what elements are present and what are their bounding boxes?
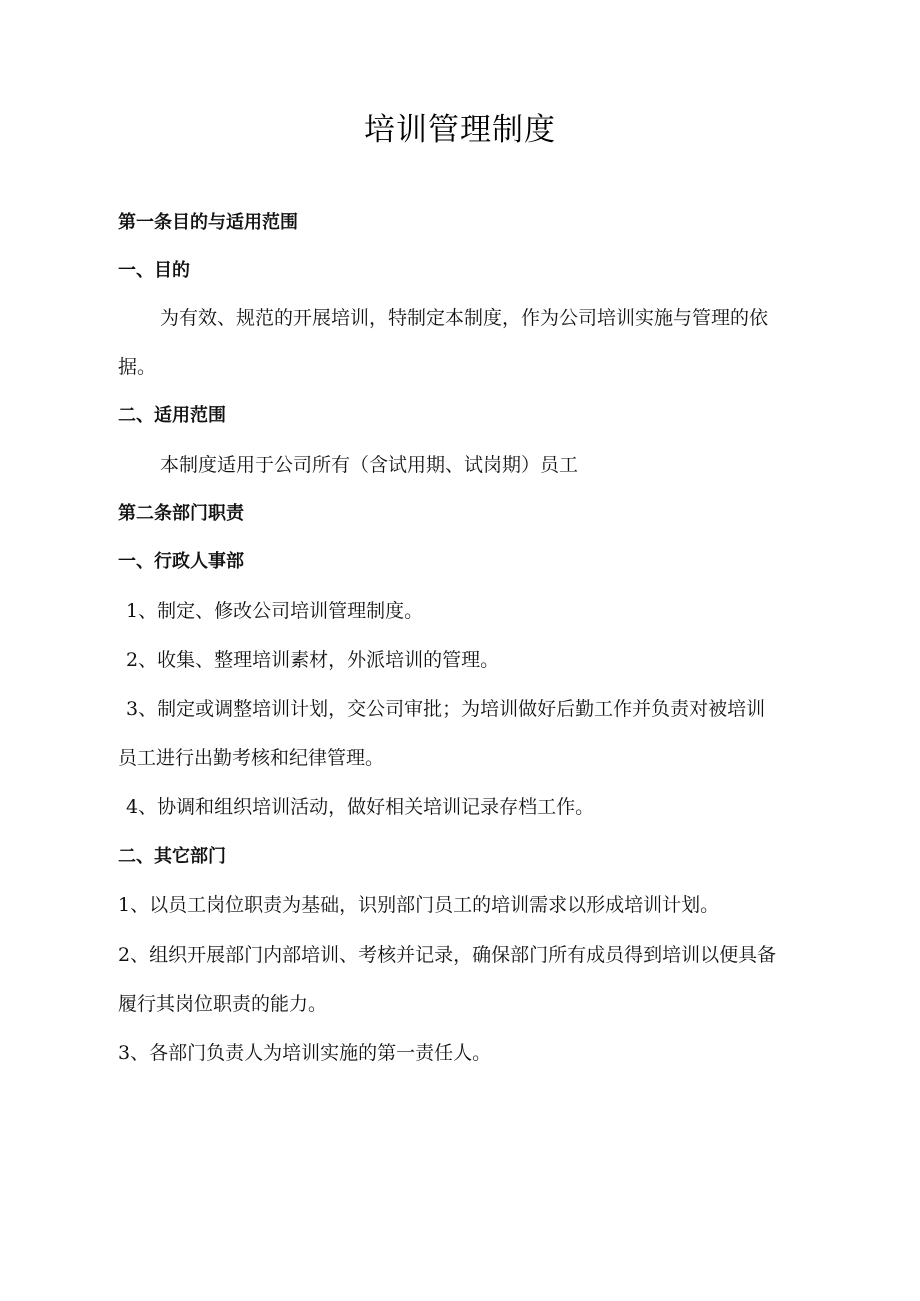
purpose-text-line2: 据。 <box>118 356 157 378</box>
admin-heading: 一、行政人事部 <box>118 551 244 572</box>
other-item: 2、组织开展部门内部培训、考核并记录，确保部门所有成员得到培训以便具备 <box>118 944 777 966</box>
other-item: 3、各部门负责人为培训实施的第一责任人。 <box>118 1042 492 1064</box>
document-title: 培训管理制度 <box>364 112 556 148</box>
scope-heading: 二、适用范围 <box>118 405 226 426</box>
admin-item: 3、制定或调整培训计划，交公司审批；为培训做好后勤工作并负责对被培训 <box>126 698 766 720</box>
admin-item: 2、收集、整理培训素材，外派培训的管理。 <box>126 649 500 671</box>
admin-item-continuation: 员工进行出勤考核和纪律管理。 <box>118 747 385 769</box>
other-heading: 二、其它部门 <box>118 846 226 867</box>
purpose-heading: 一、目的 <box>118 260 190 281</box>
purpose-text-line1: 为有效、规范的开展培训，特制定本制度，作为公司培训实施与管理的依 <box>160 307 769 329</box>
other-item: 1、以员工岗位职责为基础，识别部门员工的培训需求以形成培训计划。 <box>118 894 720 916</box>
other-item-continuation: 履行其岗位职责的能力。 <box>118 993 328 1015</box>
scope-text: 本制度适用于公司所有（含试用期、试岗期）员工 <box>160 454 579 476</box>
admin-item: 1、制定、修改公司培训管理制度。 <box>126 600 424 622</box>
section1-heading: 第一条目的与适用范围 <box>118 212 298 233</box>
section2-heading: 第二条部门职责 <box>118 503 244 524</box>
admin-item: 4、协调和组织培训活动，做好相关培训记录存档工作。 <box>126 796 595 818</box>
